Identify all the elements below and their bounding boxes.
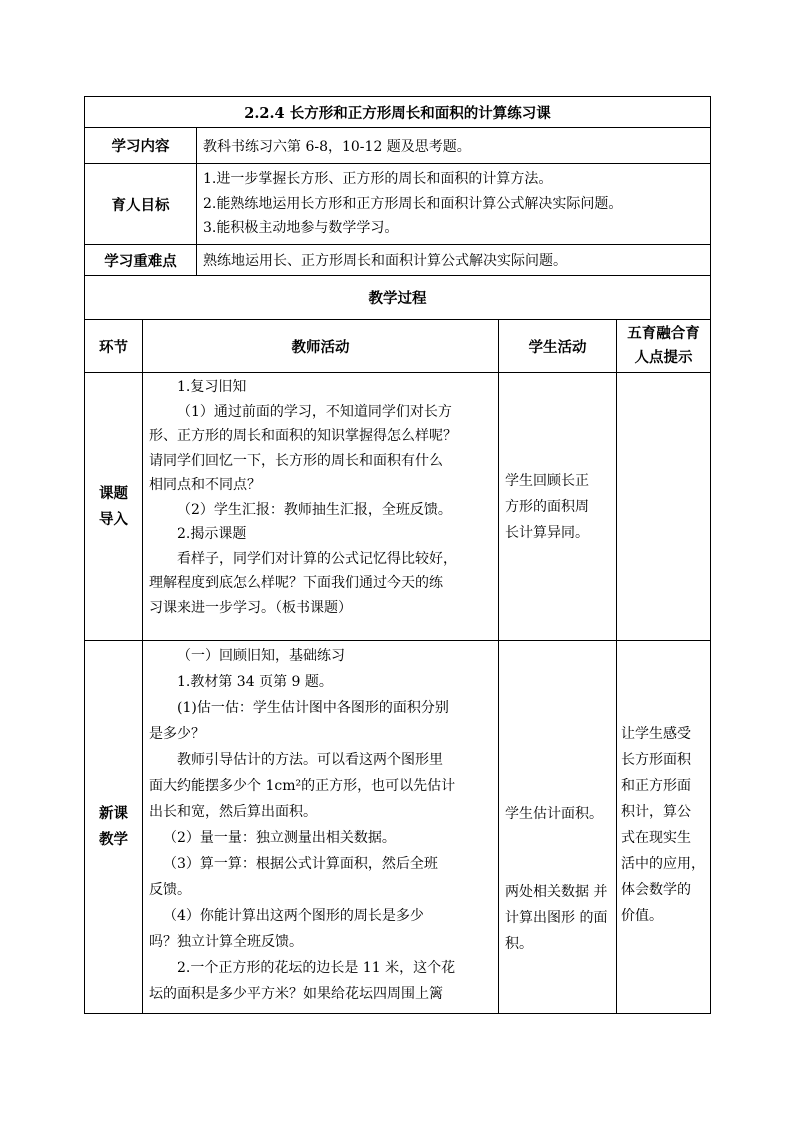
- student-line: 两处相关数据: [505, 884, 589, 900]
- teacher-line: 2.一个正方形的花坛的边长是 11 米，这个花: [177, 960, 456, 976]
- teacher-line: 1.教材第 34 页第 9 题。: [177, 674, 333, 690]
- section2-stage: [85, 641, 143, 1014]
- teacher-line: 形、正方形的周长和面积的知识掌握得怎么样呢？: [149, 428, 457, 444]
- teacher-line: 吗？独立计算全班反馈。: [149, 934, 303, 950]
- teacher-line: （2）量一量：独立测量出相关数据。: [163, 830, 396, 846]
- goals-label: 育人目标: [85, 164, 197, 245]
- lesson-plan-document: [84, 96, 710, 1014]
- section2-teacher: [143, 641, 499, 1014]
- teacher-line: 看样子，同学们对计算的公式记忆得比较好，: [177, 550, 457, 567]
- goal-item: 3.能积极主动地参与数学学习。: [203, 220, 399, 237]
- section1-tips: [617, 373, 711, 641]
- header-teacher: 教师活动: [143, 320, 499, 373]
- teacher-line: （1）通过前面的学习，不知道同学们对长方: [177, 403, 452, 420]
- teacher-line: （2）学生汇报：教师抽生汇报，全班反馈。: [177, 501, 452, 518]
- tips-line: 活中的应用，: [621, 856, 705, 872]
- teacher-line: 相同点和不同点？: [149, 477, 261, 493]
- teacher-line: 坛的面积是多少平方米？如果给花坛四周围上篱: [149, 986, 443, 1002]
- section1-student: [499, 373, 617, 641]
- student-line: 并计算出图形: [505, 884, 608, 926]
- goals-list: [197, 164, 711, 245]
- teacher-line: (1)估一估：学生估计图中各图形的面积分别: [177, 700, 449, 716]
- stage-line: 新课: [99, 805, 128, 822]
- teacher-line: 请同学们回忆一下，长方形的周长和面积有什么: [149, 452, 443, 469]
- student-line: 长计算异同。: [505, 524, 589, 541]
- teacher-line: 反馈。: [149, 882, 191, 898]
- teacher-line: 理解程度到底怎么样呢？下面我们通过今天的练: [149, 575, 443, 591]
- lesson-title: 2.2.4 长方形和正方形周长和面积的计算练习课: [85, 97, 711, 128]
- teacher-line: （4）你能计算出这两个图形的周长是多少: [163, 908, 424, 924]
- teacher-line: 1.复习旧知: [177, 379, 247, 395]
- student-line: 学生回顾长正: [505, 472, 589, 489]
- key-label: 学习重难点: [85, 245, 197, 276]
- student-line: 方形的面积周: [505, 498, 589, 515]
- tips-line: 长方形面积: [621, 752, 691, 768]
- teacher-line: 是多少？: [149, 726, 205, 742]
- tips-line: 积计，算公: [621, 804, 691, 820]
- teacher-line: 教师引导估计的方法。可以看这两个图形里: [177, 752, 443, 768]
- teacher-line: 2.揭示课题: [177, 526, 247, 542]
- tips-line: 和正方形面: [621, 778, 691, 794]
- tips-line: 让学生感受: [621, 726, 691, 742]
- stage-line: 导入: [99, 510, 128, 528]
- header-tips-line: 五育融合育: [627, 325, 700, 342]
- teacher-line: 出长和宽，然后算出面积。: [149, 804, 317, 820]
- teacher-line: （一）回顾旧知，基础练习: [177, 648, 345, 664]
- process-title: 教学过程: [85, 276, 711, 320]
- teacher-line: （3）算一算：根据公式计算面积，然后全班: [163, 856, 438, 872]
- key-text: 熟练地运用长、正方形周长和面积计算公式解决实际问题。: [197, 245, 711, 276]
- content-text: 教科书练习六第 6-8，10-12 题及思考题。: [197, 128, 711, 164]
- content-label: 学习内容: [85, 128, 197, 164]
- header-stage: 环节: [85, 320, 143, 373]
- header-tips-line: 人点提示: [634, 349, 693, 366]
- goal-item: 2.能熟练地运用长方形和正方形周长和面积计算公式解决实际问题。: [203, 195, 623, 212]
- lesson-plan-table: [84, 96, 711, 1014]
- goal-item: 1.进一步掌握长方形、正方形的周长和面积的计算方法。: [203, 171, 553, 188]
- header-student: 学生活动: [499, 320, 617, 373]
- stage-line: 课题: [99, 484, 128, 502]
- teacher-line: 习课来进一步学习。（板书课题）: [149, 599, 352, 616]
- section1-teacher: [143, 373, 499, 641]
- student-line: 的面积。: [505, 910, 608, 952]
- section1-stage: [85, 373, 143, 641]
- tips-line: 体会数学的: [621, 882, 691, 898]
- teacher-line: 面大约能摆多少个 1cm²的正方形，也可以先估计: [149, 778, 456, 794]
- tips-line: 式在现实生: [621, 830, 691, 846]
- section2-student: [499, 641, 617, 1014]
- section2-tips: [617, 641, 711, 1014]
- tips-line: 价值。: [621, 908, 663, 924]
- stage-line: 教学: [99, 831, 128, 848]
- student-line: 学生估计面积。: [505, 806, 603, 822]
- header-tips: [617, 320, 711, 373]
